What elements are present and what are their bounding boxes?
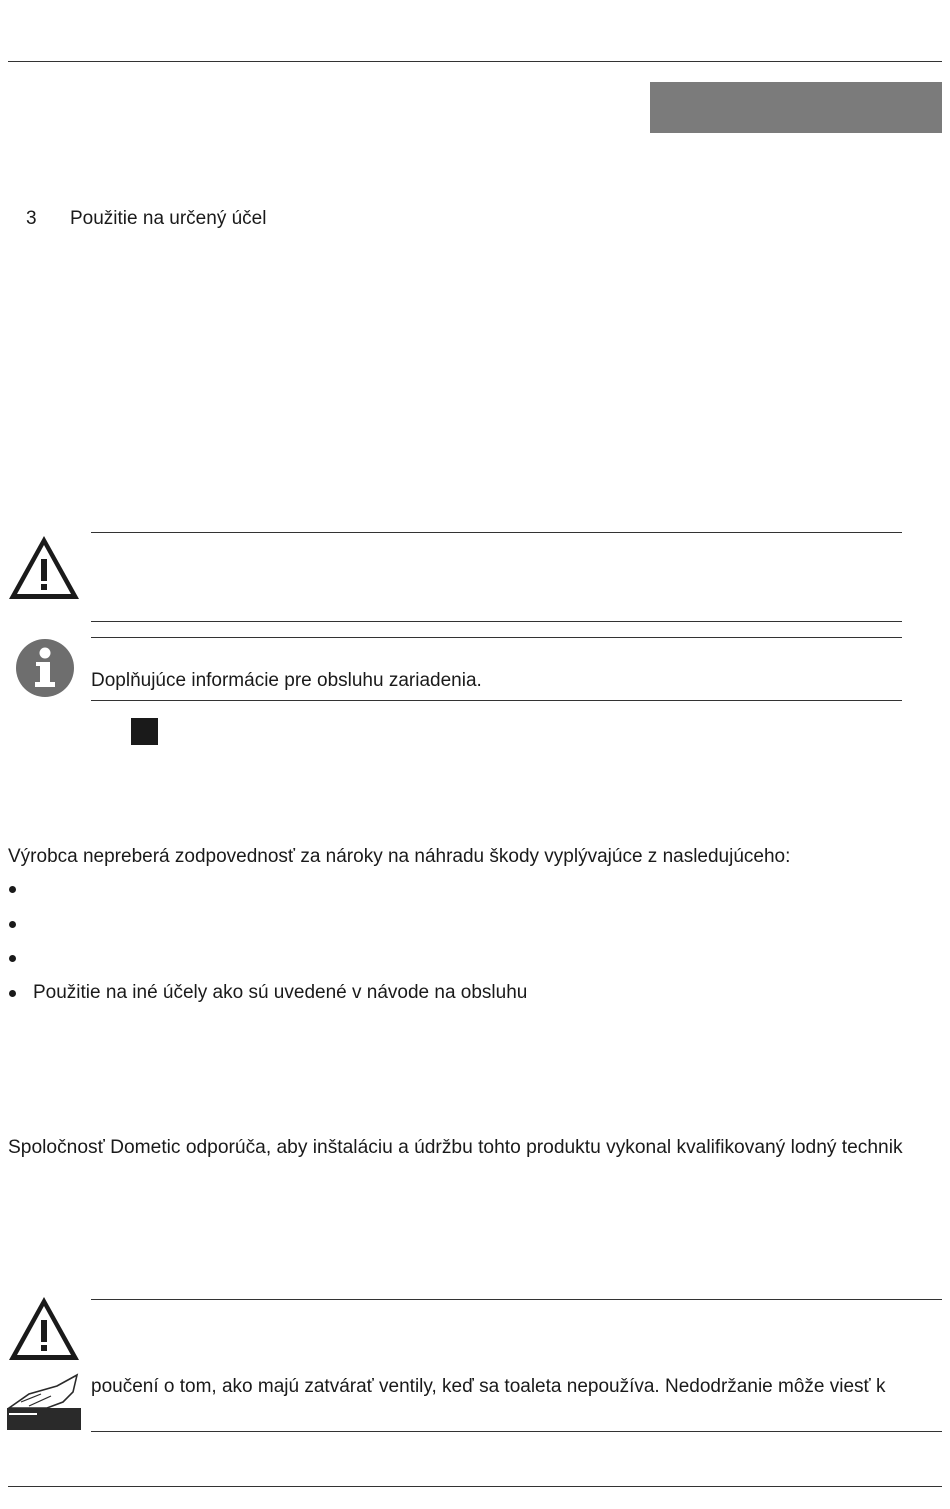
toc-entry-title[interactable]: Použitie na určený účel: [70, 208, 267, 229]
list-item-bullet: [9, 886, 16, 893]
warning-box-top-rule: [91, 532, 902, 533]
warning-triangle-icon: [6, 1294, 82, 1364]
info-box-top-rule: [91, 637, 902, 638]
warning-box-2-top-rule: [91, 1299, 942, 1300]
list-item-bullet: [9, 990, 16, 997]
list-item-bullet: [9, 921, 16, 928]
footer-rule: [8, 1486, 942, 1487]
warning-bottom-text: poučení o tom, ako majú zatvárať ventily, keď sa toaleta nepoužíva. Nedodržanie môže viesť k: [91, 1376, 886, 1397]
hand-pointing-icon: [7, 1372, 81, 1430]
black-square-icon: [131, 718, 158, 745]
section-tab: [650, 82, 942, 133]
recommendation-text: Spoločnosť Dometic odporúča, aby inštaláciu a údržbu tohto produktu vykonal kvalifikovaný lodný technik: [8, 1137, 903, 1158]
list-item: Použitie na iné účely ako sú uvedené v návode na obsluhu: [33, 982, 528, 1003]
toc-entry-number: 3: [26, 208, 37, 229]
warning-triangle-icon: [6, 533, 82, 603]
header-rule: [8, 61, 942, 62]
info-note-text: Doplňujúce informácie pre obsluhu zariadenia.: [91, 670, 482, 691]
list-item-bullet: [9, 955, 16, 962]
warning-box-2-bottom-rule: [91, 1431, 942, 1432]
warning-box-bottom-rule: [91, 621, 902, 622]
liability-intro: Výrobca nepreberá zodpovednosť za nároky na náhradu škody vyplývajúce z nasledujúceho:: [8, 846, 791, 867]
info-box-bottom-rule: [91, 700, 902, 701]
info-icon: [15, 638, 75, 698]
